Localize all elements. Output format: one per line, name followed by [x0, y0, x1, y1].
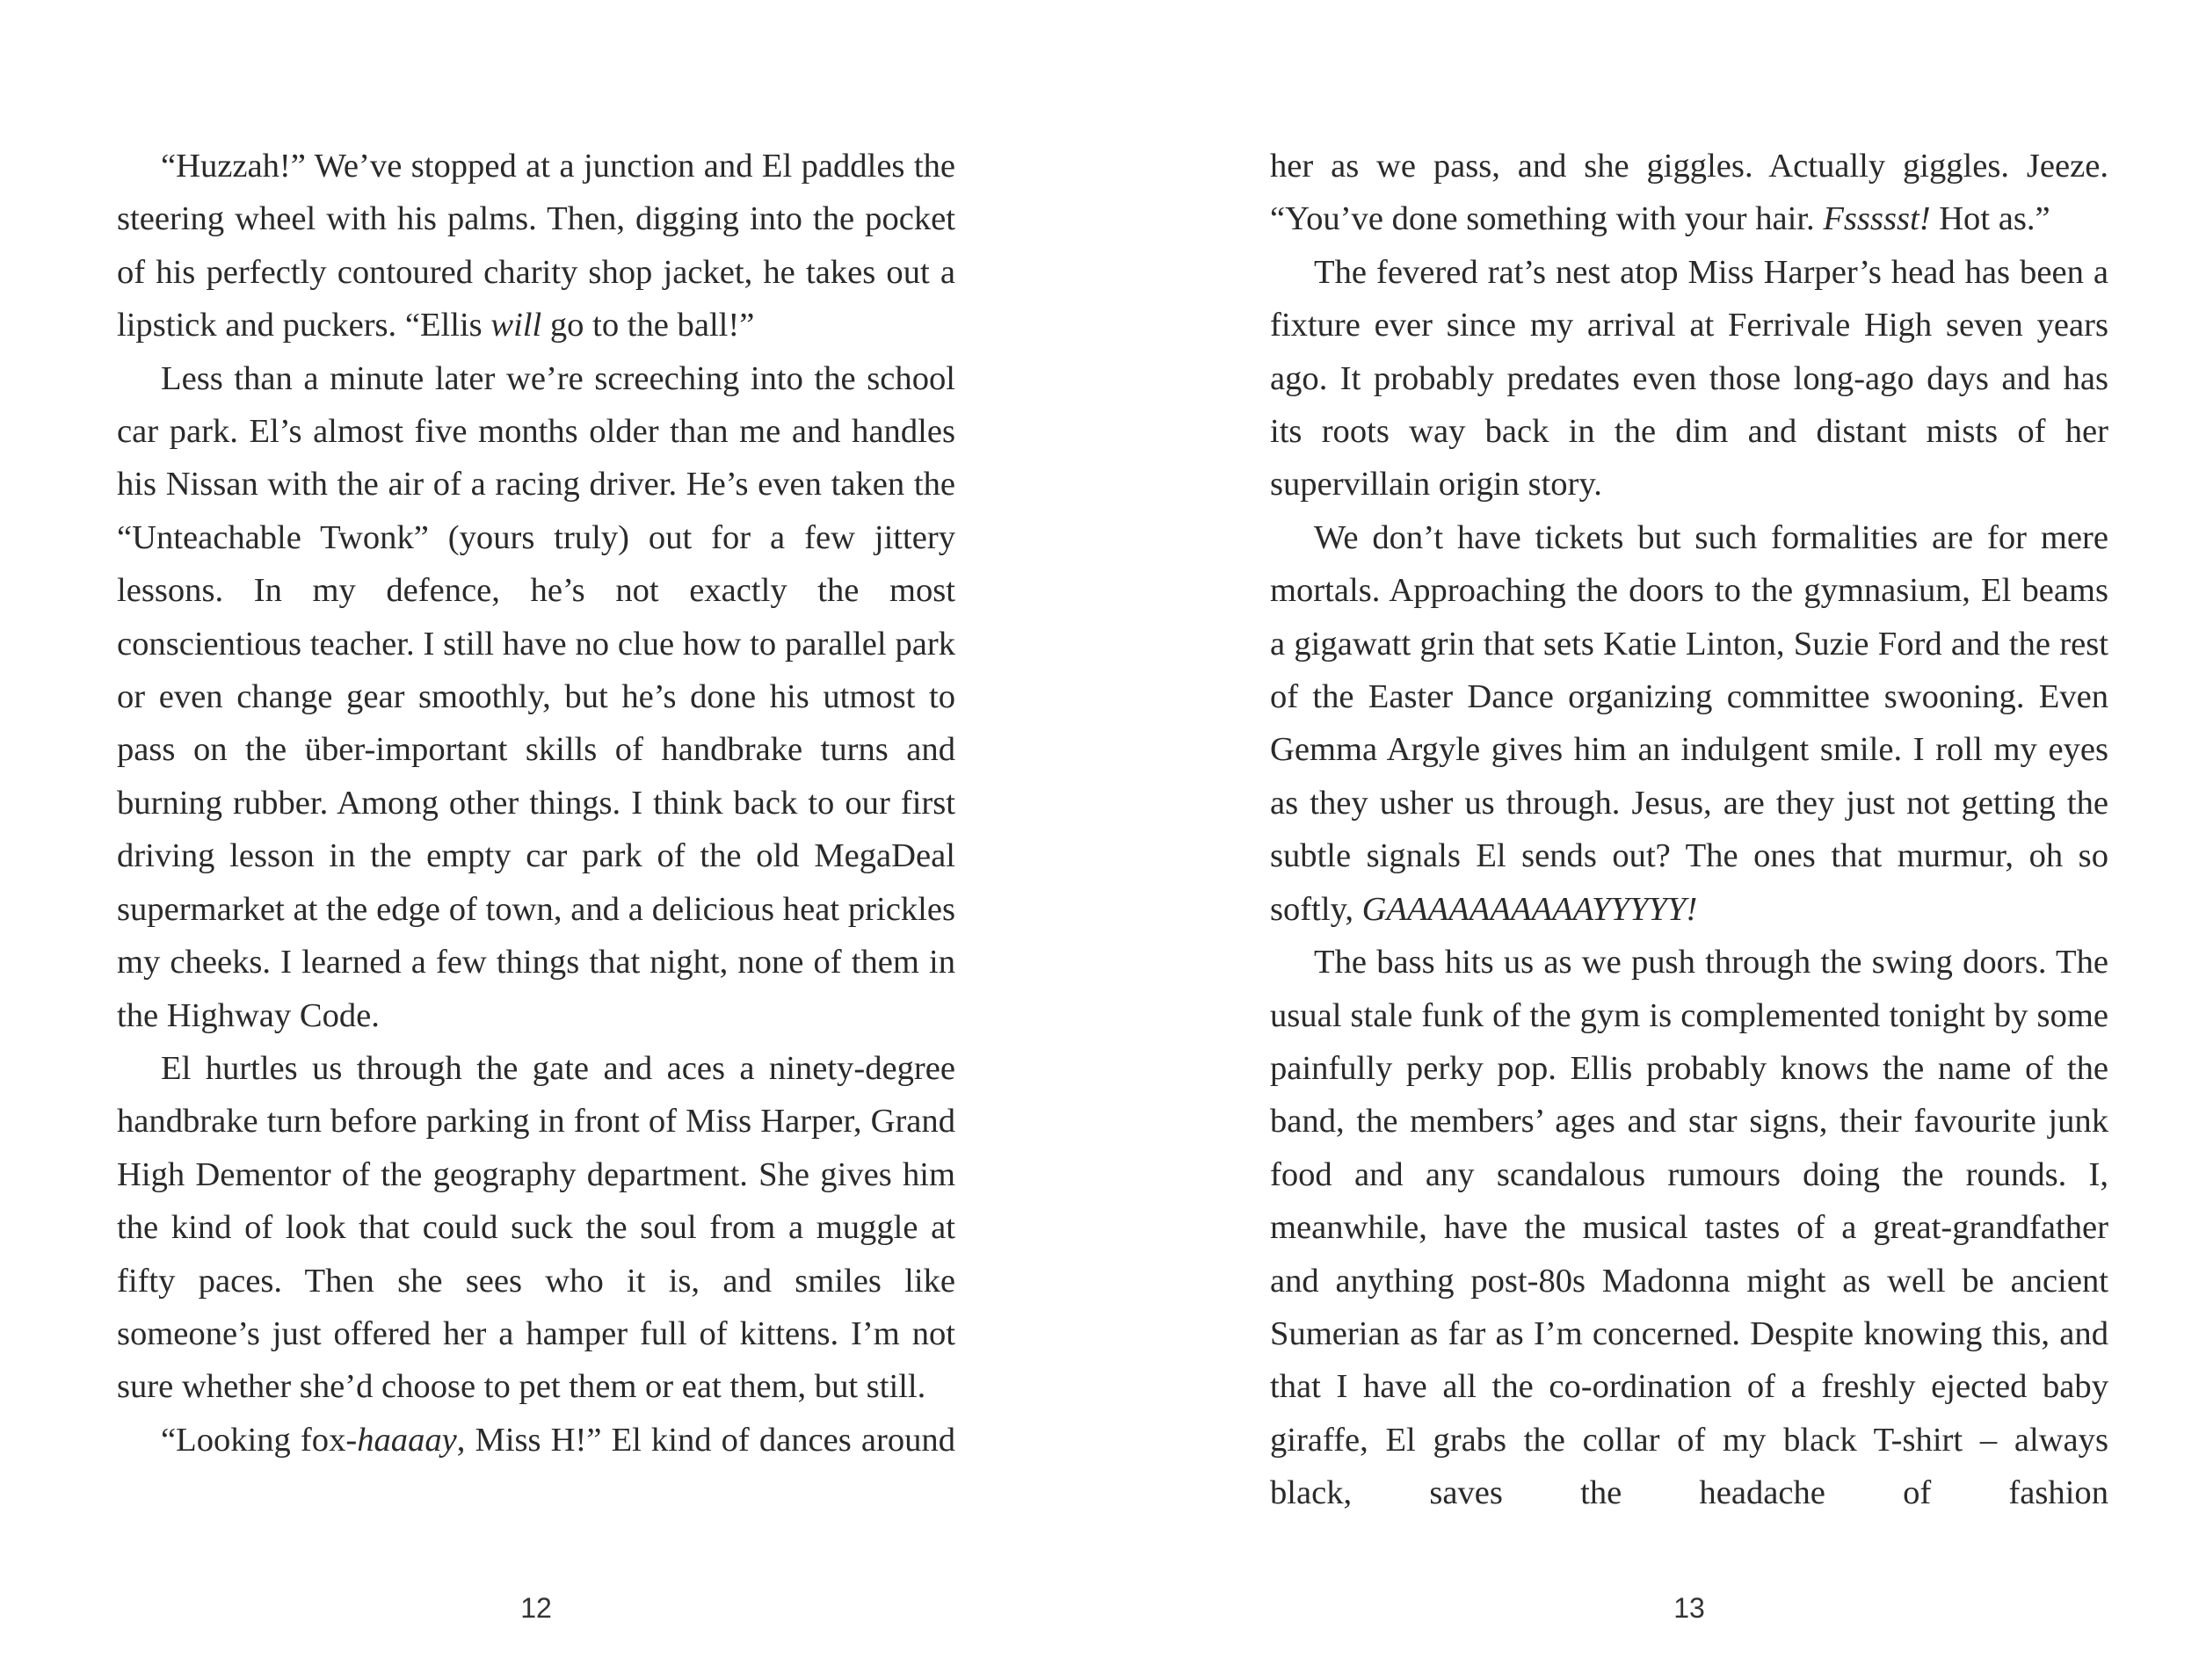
- paragraph: [117, 352, 955, 1042]
- paragraph: [117, 1414, 955, 1466]
- text-run: her as we pass, and she giggles. Actually giggles. Jeeze. “You’ve done something with your hair.: [1270, 148, 2108, 238]
- text-run: The bass hits us as we push through the swing doors. The usual stale funk of the gym is complemented tonight by some painfully perky pop. Ellis probably knows the name of the band, the members’ ages and star signs, their favourite junk food and any scandalous rumours doing the rounds. I, meanwhile, have the musical tastes of a great-grandfather and anything post-80s Madonna might as well be ancient Sumerian as far as I’m concerned. Despite knowing this, and that I have all the co-ordination of a freshly ejected baby giraffe, El grabs the collar of my black T-shirt – always black, saves the headache of fashion: [1270, 944, 2108, 1512]
- text-run: “Looking fox-: [161, 1421, 358, 1459]
- paragraph: [1270, 246, 2108, 511]
- text-run: Hot as.”: [1930, 200, 2050, 238]
- italic-text: GAAAAAAAAAAYYYYY!: [1361, 890, 1698, 928]
- page-number: 13: [1673, 1592, 1705, 1624]
- text-run: go to the ball!”: [541, 307, 755, 344]
- page-number: 12: [520, 1592, 552, 1624]
- left-page-text: [117, 140, 955, 1466]
- paragraph: [117, 140, 955, 352]
- italic-text: haaaay: [357, 1421, 457, 1459]
- text-run: We don’t have tickets but such formalities are for mere mortals. Approaching the doors to the gymnasium, El beams a gigawatt grin that sets Katie Linton, Suzie Ford and the rest of the Easter Dance organizing committee swooning. Even Gemma Argyle gives him an indulgent smile. I roll my eyes as they usher us through. Jesus, are they just not getting the subtle signals El sends out? The ones that murmur, oh so softly,: [1270, 518, 2108, 928]
- text-run: , Miss H!” El kind of dances around: [456, 1421, 955, 1459]
- text-run: El hurtles us through the gate and aces a ninety-degree handbrake turn before parking in front of Miss Harper, Grand High Dementor of the geography department. She gives him the kind of look that could suck the soul from a muggle at fifty paces. Then she sees who it is, and smiles like someone’s just offered her a hamper full of kittens. I’m not sure whether she’d choose to pet them or eat them, but still.: [117, 1049, 955, 1406]
- text-run: “Huzzah!” We’ve stopped at a junction and El paddles the steering wheel with his palms. Then, digging into the pocket of his perfectly contoured charity shop jacket, he takes out a lipstick and puckers. “Ellis: [117, 148, 955, 344]
- text-run: Less than a minute later we’re screeching into the school car park. El’s almost five months older than me and handles his Nissan with the air of a racing driver. He’s even taken the “Unteachable Twonk” (yours truly) out for a few jittery lessons. In my defence, he’s not exactly the most conscientious teacher. I still have no clue how to parallel park or even change gear smoothly, but he’s done his utmost to pass on the über-important skills of handbrake turns and burning rubber. Among other things. I think back to our first driving lesson in the empty car park of the old MegaDeal supermarket at the edge of town, and a delicious heat prickles my cheeks. I learned a few things that night, none of them in the Highway Code.: [117, 359, 955, 1034]
- paragraph: [1270, 511, 2108, 936]
- italic-text: will: [490, 307, 542, 344]
- paragraph: [1270, 936, 2108, 1519]
- right-page-text: [1270, 140, 2108, 1520]
- italic-text: Fssssst!: [1823, 200, 1931, 238]
- right-page: [1103, 0, 2206, 1680]
- paragraph-continued: [1270, 140, 2108, 246]
- text-run: The fevered rat’s nest atop Miss Harper’s head has been a fixture ever since my arrival at Ferrivale High seven years ago. It probably predates even those long-ago days and has its roots way back in the dim and distant mists of her supervillain origin story.: [1270, 253, 2108, 503]
- paragraph: [117, 1042, 955, 1414]
